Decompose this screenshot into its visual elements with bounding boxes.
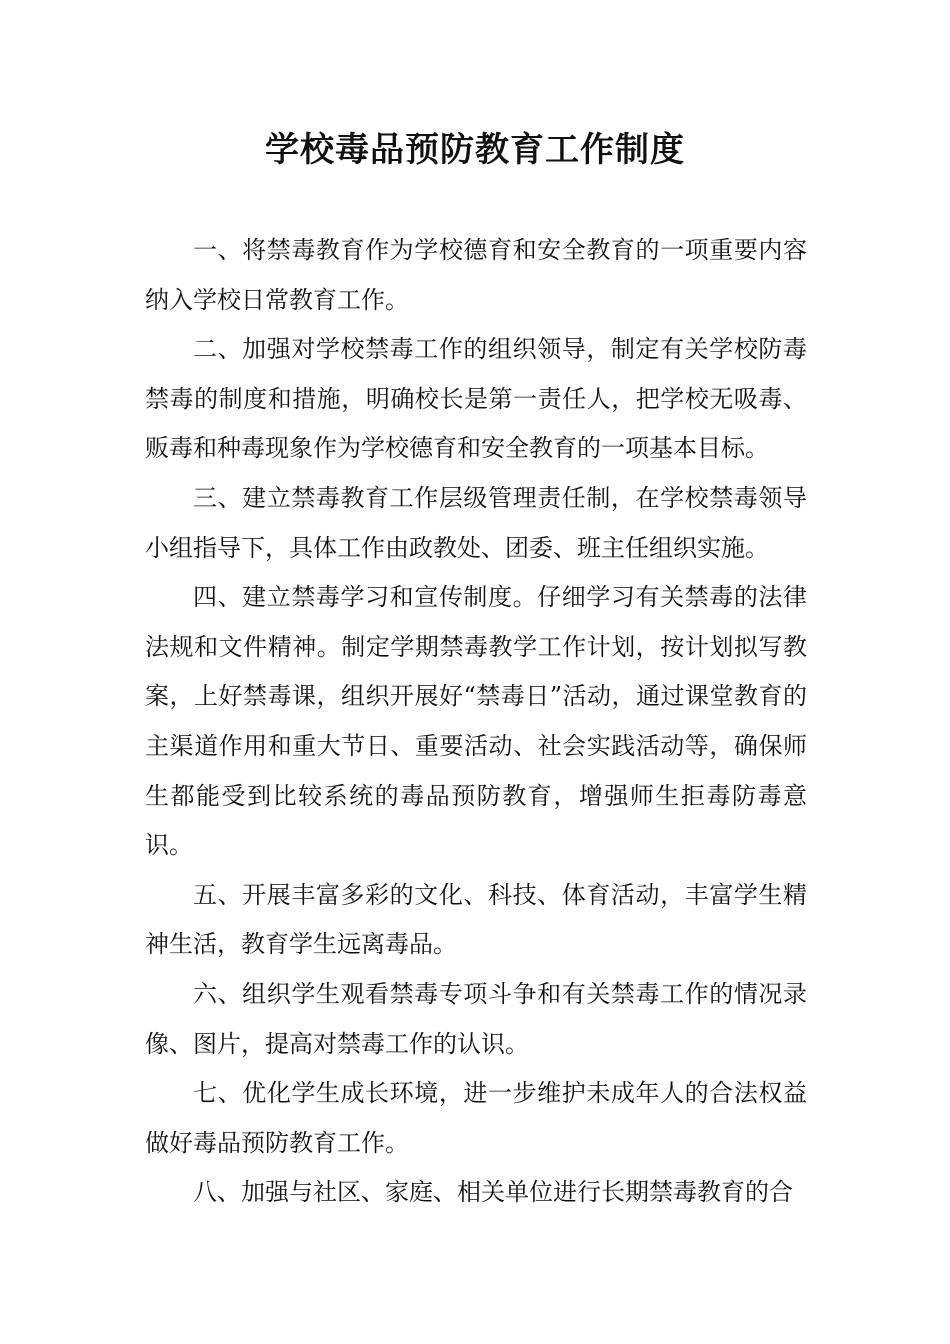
paragraph-4: 四、建立禁毒学习和宣传制度。仔细学习有关禁毒的法律法规和文件精神。制定学期禁毒教学工作计划，按计划拟写教案，上好禁毒课，组织开展好“禁毒日”活动，通过课堂教育的主渠道作用和重大节日、重要活动、社会实践活动等，确保师生都能受到比较系统的毒品预防教育，增强师生拒毒防毒意识。 xyxy=(145,583,807,860)
paragraph-7: 七、优化学生成长环境，进一步维护未成年人的合法权益做好毒品预防教育工作。 xyxy=(145,1079,807,1157)
paragraph-8: 八、加强与社区、家庭、相关单位进行长期禁毒教育的合 xyxy=(193,1178,793,1207)
paragraph-2: 二、加强对学校禁毒工作的组织领导，制定有关学校防毒禁毒的制度和措施，明确校长是第一责任人，把学校无吸毒、贩毒和种毒现象作为学校德育和安全教育的一项基本目标。 xyxy=(145,335,807,463)
paragraph-1: 一、将禁毒教育作为学校德育和安全教育的一项重要内容纳入学校日常教育工作。 xyxy=(145,236,807,314)
paragraph-3: 三、建立禁毒教育工作层级管理责任制，在学校禁毒领导小组指导下，具体工作由政教处、团委、班主任组织实施。 xyxy=(145,483,807,562)
document-body xyxy=(145,226,807,1218)
paragraph-5: 五、开展丰富多彩的文化、科技、体育活动，丰富学生精神生活，教育学生远离毒品。 xyxy=(145,880,807,959)
paragraph-6: 六、组织学生观看禁毒专项斗争和有关禁毒工作的情况录像、图片，提高对禁毒工作的认识。 xyxy=(145,979,807,1058)
document-title: 学校毒品预防教育工作制度 xyxy=(265,130,685,170)
